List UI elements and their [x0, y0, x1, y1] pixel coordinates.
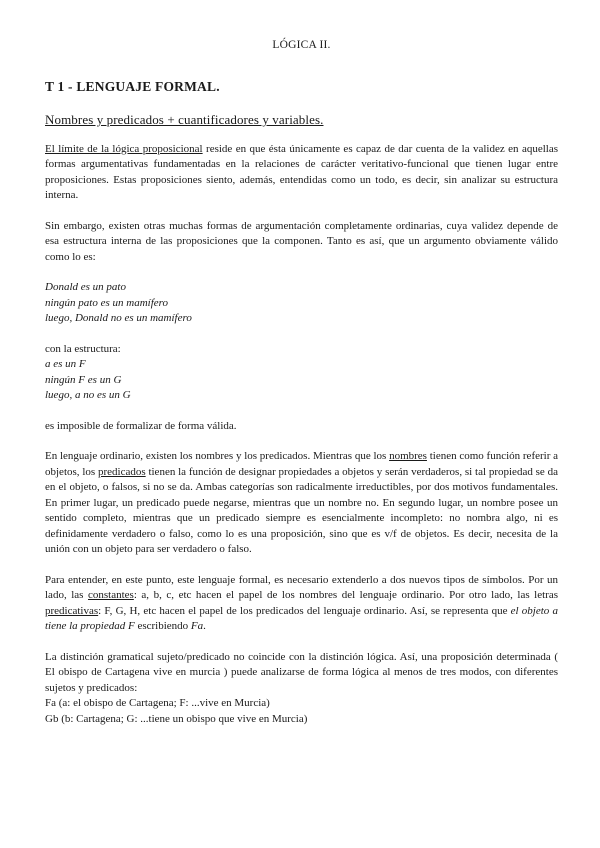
underlined-term-limit: El límite de la lógica proposicional	[45, 142, 203, 155]
italic-phrase-property: el objeto a tiene la propiedad F	[45, 604, 558, 632]
paragraph-names-predicates: En lenguaje ordinario, existen los nombres y los predicados. Mientras que los nombres tienen como función referir a objetos, los predicados tienen la función de designar propiedades a objetos y serán verdaderos, si tal propiedad se da en el objeto, o falsos, si no se da. Ambas categorías son radicalmente irreductibles, por dos motivos fundamentales. En primer lugar, un predicado puede negarse, mientras que un nombre no. En segundo lugar, un nombre posee un sentido completo, mientras que un predicado siempre es esencialmente incompleto: no nombra algo, ni es definidamente verdadero o falso, como lo es una proposición, sino que es v/f de objetos. Es decir, necesita de la unión con un objeto para ser verdadero o falso.	[45, 450, 559, 555]
argument-example	[45, 280, 558, 327]
course-title: LÓGICA II.	[272, 39, 331, 51]
underlined-term-nombres: nombres	[389, 450, 427, 462]
underlined-term-predicados: predicados	[97, 465, 146, 478]
paragraph-formal-symbols: Para entender, en este punto, este lenguaje formal, es necesario extenderlo a dos nuevos tipos de símbolos. Por un lado, las constantes: a, b, c, etc hacen el papel de los nombres del lenguaje ordinario. Por otro lado, las letras predicativas: F, G, H, etc hacen el papel de los predicados del lenguaje ordinario. Así, se representa que el objeto a tiene la propiedad F escribiendo Fa.	[45, 573, 558, 632]
structure-premise-2: ningún F es un G	[45, 373, 122, 386]
analysis-list	[45, 696, 558, 727]
structure-conclusion: luego, a no es un G	[45, 389, 131, 401]
italic-formula-fa: Fa	[190, 620, 204, 632]
argument-premise-2: ningún pato es un mamífero	[45, 296, 169, 309]
paragraph-text: reside en que ésta únicamente es capaz de dar cuenta de la validez en aquellas formas argumentativas fundamentadas en la relaciones de carácter veritativo-funcional que tienen lugar entre proposiciones. Estas proposiciones siento, además, entendidas como un todo, es decir, sin analizar su estructura interna.	[45, 142, 559, 201]
argument-conclusion: luego, Donald no es un mamífero	[45, 312, 192, 324]
analysis-line-fa: Fa (a: el obispo de Cartagena; F: ...vive en Murcia)	[45, 697, 270, 709]
argument-premise-1: Donald es un pato	[45, 281, 126, 293]
section-title: Nombres y predicados + cuantificadores y variables.	[45, 112, 324, 127]
paragraph-propositional-limit	[45, 142, 558, 204]
paragraph-grammatical-distinction: La distinción gramatical sujeto/predicado no coincide con la distinción lógica. Así, una proposición determinada ( El obispo de Cartagena vive en murcia ) puede analizarse de forma lógica al menos de tres modos, con diferentes sujetos y predicados:	[45, 650, 558, 694]
analysis-line-gb: Gb (b: Cartagena; G: ...tiene un obispo que vive en Murcia)	[45, 712, 308, 725]
paragraph-impossible: es imposible de formalizar de forma válida.	[45, 419, 237, 432]
argument-structure	[45, 342, 558, 404]
paragraph-other-arguments: Sin embargo, existen otras muchas formas de argumentación completamente ordinarias, cuya validez depende de esa estructura interna de las proposiciones que la componen. Tanto es así, que un argumento obviamente válido como lo es:	[45, 219, 558, 263]
document-page	[45, 0, 558, 727]
underlined-term-constantes: constantes	[88, 589, 134, 601]
underlined-term-predicativas: predicativas	[45, 604, 99, 617]
structure-premise-1: a es un F	[45, 358, 86, 370]
unit-title: T 1 - LENGUAJE FORMAL.	[45, 78, 220, 94]
structure-intro: con la estructura:	[45, 342, 121, 355]
